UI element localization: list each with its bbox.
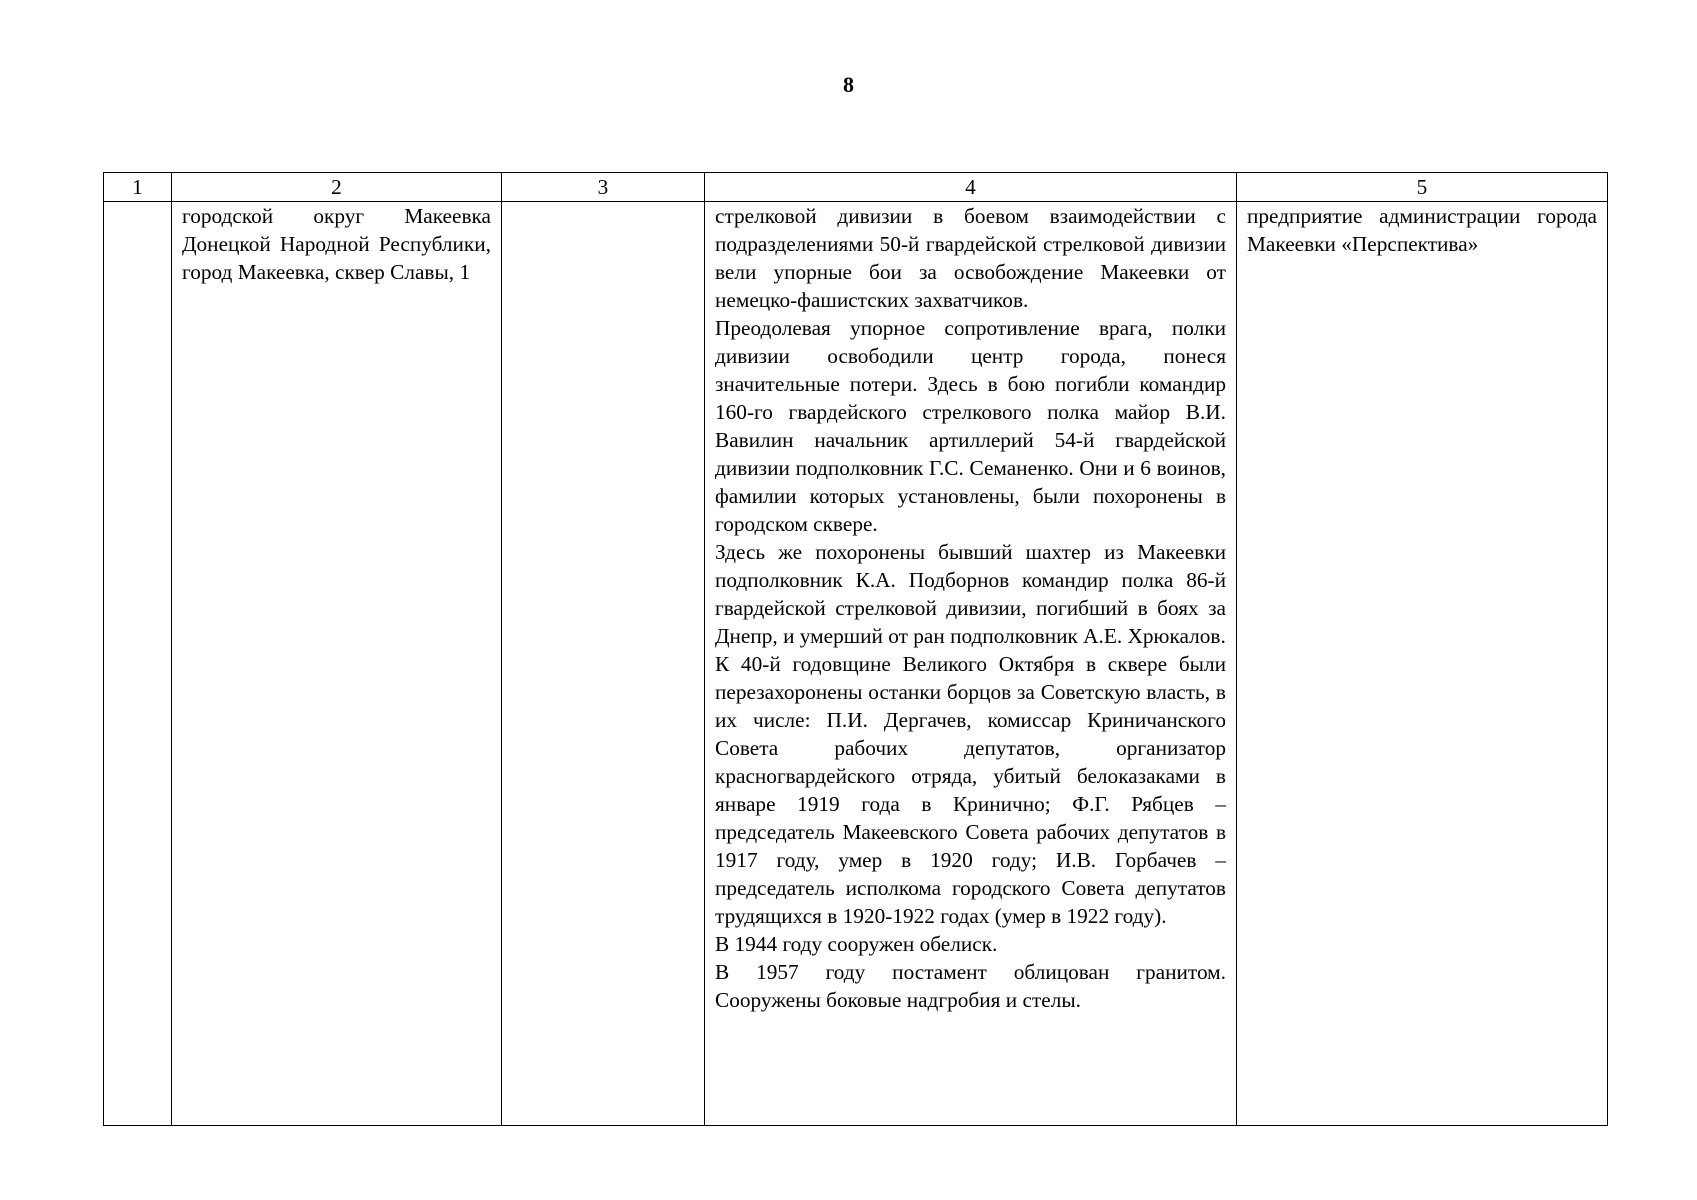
cell-location: [172, 202, 502, 1126]
table-row: [104, 202, 1608, 1126]
cell-number: [104, 202, 172, 1126]
description-paragraph: В 1957 году постамент облицован гранитом. Сооружены боковые надгробия и стелы.: [715, 960, 1226, 1012]
location-text: городской округ Макеевка Донецкой Народной Республики, город Макеевка, сквер Славы, 1: [182, 204, 491, 284]
header-col-3: 3: [502, 173, 705, 202]
description-paragraph: стрелковой дивизии в боевом взаимодействии с подразделениями 50-й гвардейской стрелковой дивизии вели упорные бои за освобождение Макеевки от немецко-фашистских захватчиков.: [715, 204, 1226, 312]
description-paragraph: Здесь же похоронены бывший шахтер из Макеевки подполковник К.А. Подборнов командир полка 86-й гвардейской стрелковой дивизии, погибший в боях за Днепр, и умерший от ран подполковник А.Е. Хрюкалов.: [715, 540, 1226, 648]
header-col-4: 4: [705, 173, 1237, 202]
monuments-table: [103, 172, 1608, 1126]
responsible-text: предприятие администрации города Макеевки «Перспектива»: [1247, 204, 1597, 256]
cell-responsible: [1237, 202, 1608, 1126]
page-number: 8: [843, 72, 854, 97]
description-paragraph: К 40-й годовщине Великого Октября в сквере были перезахоронены останки борцов за Советскую власть, в их числе: П.И. Дергачев, комиссар Криничанского Совета рабочих депутатов, организатор красногвардейского отряда, убитый белоказаками в январе 1919 года в Кринично; Ф.Г. Рябцев – председатель Макеевского Совета рабочих депутатов в 1917 году, умер в 1920 году; И.В. Горбачев – председатель исполкома городского Совета депутатов трудящихся в 1920-1922 годах (умер в 1922 году).: [715, 652, 1226, 928]
cell-empty: [502, 202, 705, 1126]
header-col-5: 5: [1237, 173, 1608, 202]
header-col-1: 1: [104, 173, 172, 202]
description-paragraph: В 1944 году сооружен обелиск.: [715, 932, 998, 956]
header-col-2: 2: [172, 173, 502, 202]
cell-description: [705, 202, 1237, 1126]
description-paragraph: Преодолевая упорное сопротивление врага, полки дивизии освободили центр города, понеся значительные потери. Здесь в бою погибли командир 160-го гвардейского стрелкового полка майор В.И. Вавилин начальник артиллерий 54-й гвардейской дивизии подполковник Г.С. Семаненко. Они и 6 воинов, фамилии которых установлены, были похоронены в городском сквере.: [715, 316, 1226, 536]
table-header-row: [104, 173, 1608, 202]
